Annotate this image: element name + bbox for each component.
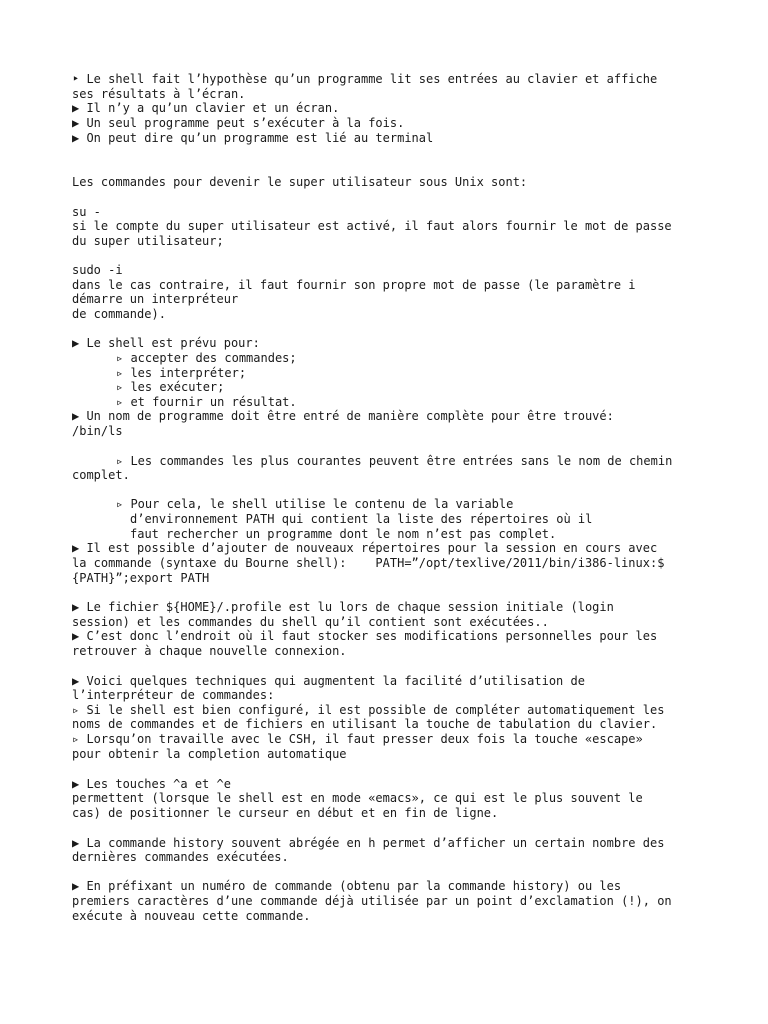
text-line: permettent (lorsque le shell est en mode «emacs», ce qui est le plus souvent le (72, 791, 643, 805)
text-line: {PATH}”;export PATH (72, 571, 210, 585)
text-line: la commande (syntaxe du Bourne shell): PATH=”/opt/texlive/2011/bin/i386-linux:$ (72, 556, 665, 570)
text-line: cas) de positionner le curseur en début et en fin de ligne. (72, 806, 499, 820)
sub-bullet-line: ▹ les exécuter; (116, 380, 225, 394)
text-line: ▶ On peut dire qu’un programme est lié au terminal (72, 131, 434, 145)
command-line: sudo -i (72, 263, 123, 277)
sub-bullet-line: ▹ accepter des commandes; (116, 351, 297, 365)
text-line: ses résultats à l’écran. (72, 87, 246, 101)
text-line: premiers caractères d’une commande déjà utilisée par un point d’exclamation (!), on (72, 894, 672, 908)
command-line: su - (72, 205, 101, 219)
text-line: ▶ C’est donc l’endroit où il faut stocker ses modifications personnelles pour les (72, 629, 658, 643)
text-line: noms de commandes et de fichiers en utilisant la touche de tabulation du clavier. (72, 717, 658, 731)
text-line: session) et les commandes du shell qu’il contient sont exécutées.. (72, 615, 549, 629)
text-line: pour obtenir la completion automatique (72, 747, 347, 761)
text-line: /bin/ls (72, 424, 123, 438)
text-line: Les commandes pour devenir le super utilisateur sous Unix sont: (72, 175, 528, 189)
text-line: complet. (72, 468, 130, 482)
text-line: ▶ Le shell est prévu pour: (72, 336, 260, 350)
text-line: ▶ Les touches ^a et ^e (72, 777, 231, 791)
text-line: d’environnement PATH qui contient la liste des répertoires où il (130, 512, 593, 526)
text-line: ▶ Un seul programme peut s’exécuter à la fois. (72, 116, 405, 130)
text-line: de commande). (72, 307, 166, 321)
text-line: du super utilisateur; (72, 234, 224, 248)
sub-bullet-line: ▹ Si le shell est bien configuré, il est possible de compléter automatiquement les (72, 703, 665, 717)
text-line: démarre un interpréteur (72, 292, 239, 306)
text-line: ▶ Il est possible d’ajouter de nouveaux répertoires pour la session en cours avec (72, 541, 658, 555)
text-line: si le compte du super utilisateur est activé, il faut alors fournir le mot de passe (72, 219, 672, 233)
sub-bullet-line: ▹ et fournir un résultat. (116, 395, 297, 409)
text-line: ‣ Le shell fait l’hypothèse qu’un programme lit ses entrées au clavier et affiche (72, 72, 658, 86)
text-line: retrouver à chaque nouvelle connexion. (72, 644, 347, 658)
text-line: exécute à nouveau cette commande. (72, 909, 311, 923)
text-line: dans le cas contraire, il faut fournir son propre mot de passe (le paramètre i (72, 278, 636, 292)
text-line: dernières commandes exécutées. (72, 850, 289, 864)
sub-bullet-line: ▹ Pour cela, le shell utilise le contenu de la variable (116, 497, 514, 511)
text-line: ▶ Le fichier ${HOME}/.profile est lu lors de chaque session initiale (login (72, 600, 614, 614)
text-line: ▶ Voici quelques techniques qui augmentent la facilité d’utilisation de (72, 674, 585, 688)
text-line: faut rechercher un programme dont le nom n’est pas complet. (130, 527, 557, 541)
sub-bullet-line: ▹ les interpréter; (116, 366, 247, 380)
text-line: ▶ Il n’y a qu’un clavier et un écran. (72, 101, 340, 115)
text-line: l’interpréteur de commandes: (72, 688, 275, 702)
text-line: ▶ La commande history souvent abrégée en h permet d’afficher un certain nombre des (72, 836, 665, 850)
text-line: ▶ Un nom de programme doit être entré de manière complète pour être trouvé: (72, 409, 614, 423)
text-line: ▶ En préfixant un numéro de commande (obtenu par la commande history) ou les (72, 879, 622, 893)
sub-bullet-line: ▹ Lorsqu’on travaille avec le CSH, il faut presser deux fois la touche «escape» (72, 732, 643, 746)
sub-bullet-line: ▹ Les commandes les plus courantes peuvent être entrées sans le nom de chemin (116, 454, 673, 468)
